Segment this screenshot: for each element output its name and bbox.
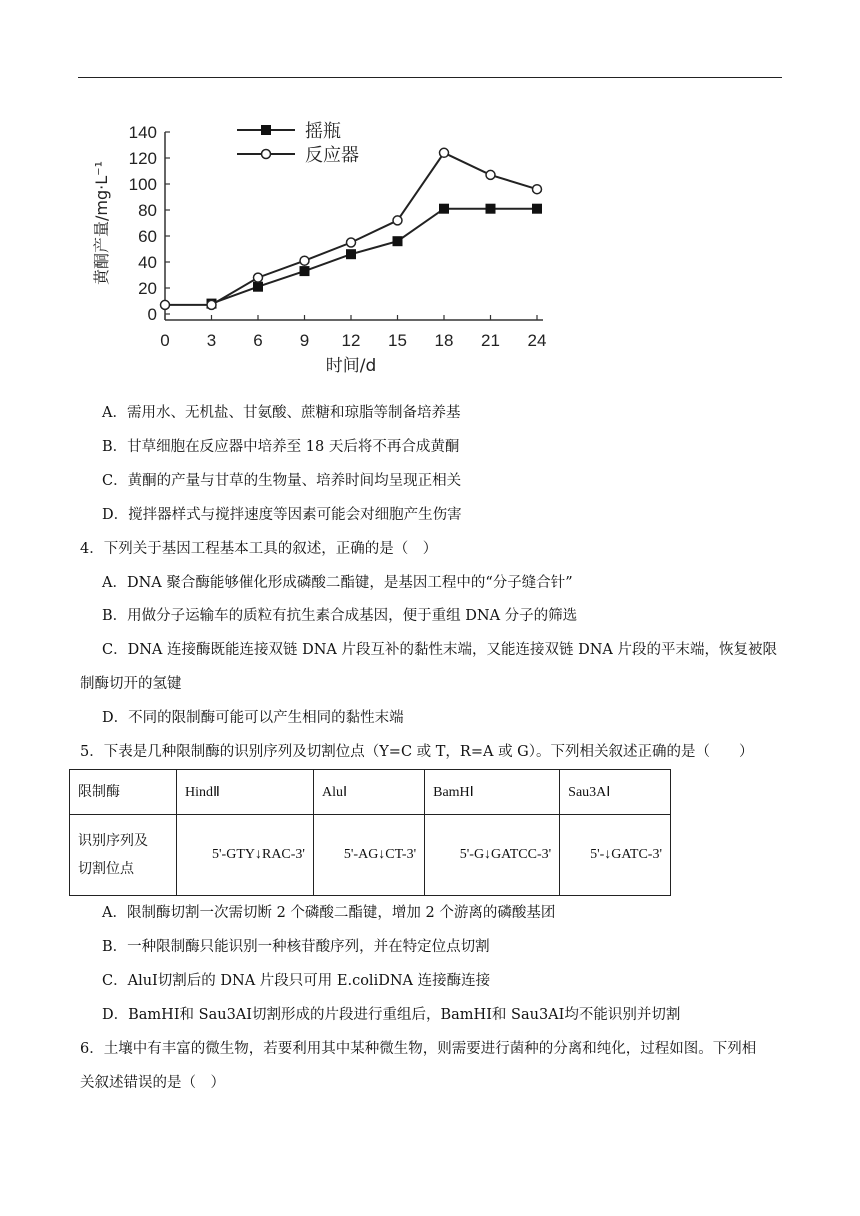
q3-option-c[interactable]: C．黄酮的产量与甘草的生物量、培养时间均呈现正相关	[102, 473, 462, 489]
q5-option-d[interactable]: D．BamHⅠ和 Sau3AⅠ切割形成的片段进行重组后，BamHⅠ和 Sau3AⅠ均不能识别并切割	[102, 1007, 681, 1023]
data-point-摇瓶	[346, 249, 356, 259]
q5-option-b[interactable]: B．一种限制酶只能识别一种核苷酸序列，并在特定位点切割	[102, 939, 490, 955]
x-axis-label: 时间/d	[325, 356, 377, 376]
y-tick-label: 140	[128, 123, 157, 142]
y-tick-label: 20	[138, 279, 157, 298]
x-tick-label: 6	[253, 331, 263, 350]
q4-option-a[interactable]: A．DNA 聚合酶能够催化形成磷酸二酯键，是基因工程中的“分子缝合针”	[102, 575, 573, 591]
q5-option-c[interactable]: C．AluⅠ切割后的 DNA 片段只可用 E.coliDNA 连接酶连接	[102, 973, 491, 989]
x-tick-label: 12	[341, 331, 361, 350]
y-tick-label: 0	[147, 305, 157, 324]
data-point-反应器	[486, 170, 495, 179]
table-header-cell: 限制酶	[70, 770, 177, 815]
data-point-摇瓶	[300, 266, 310, 276]
legend-label: 摇瓶	[305, 121, 341, 142]
y-axis-label: 黄酮产量/mg·L⁻¹	[92, 161, 111, 285]
y-tick-label: 120	[128, 149, 157, 168]
restriction-enzyme-table	[69, 769, 671, 896]
data-point-摇瓶	[393, 236, 403, 246]
data-point-摇瓶	[253, 282, 263, 292]
table-header-cell: HindⅡ	[177, 770, 314, 815]
x-tick-label: 9	[299, 331, 310, 350]
chart-svg	[85, 112, 565, 382]
data-point-反应器	[207, 300, 216, 309]
q4-option-c[interactable]: C．DNA 连接酶既能连接双链 DNA 片段互补的黏性末端，又能连接双链 DNA 片段的平末端，恢复被限	[102, 642, 777, 658]
table-cell: 5'-AG↓CT-3'	[313, 815, 424, 896]
q3-option-d[interactable]: D．搅拌器样式与搅拌速度等因素可能会对细胞产生伤害	[102, 507, 462, 523]
q6-stem-cont: 关叙述错误的是（ ）	[80, 1075, 225, 1091]
table-header-cell: AluⅠ	[313, 770, 424, 815]
data-point-反应器	[254, 273, 263, 282]
table-header-cell: Sau3AⅠ	[560, 770, 671, 815]
q4-option-d[interactable]: D．不同的限制酶可能可以产生相同的黏性末端	[102, 710, 404, 726]
x-tick-label: 21	[481, 331, 500, 350]
data-point-反应器	[161, 300, 170, 309]
x-tick-label: 18	[434, 331, 454, 350]
data-point-反应器	[347, 238, 356, 247]
q4-option-c-cont: 制酶切开的氢键	[80, 676, 182, 692]
x-tick-label: 3	[206, 331, 217, 350]
flavonoid-yield-chart	[85, 112, 565, 382]
data-point-反应器	[440, 148, 449, 157]
x-tick-label: 15	[388, 331, 407, 350]
q3-option-b[interactable]: B．甘草细胞在反应器中培养至 18 天后将不再合成黄酮	[102, 439, 460, 455]
q6-stem: 6．土壤中有丰富的微生物，若要利用其中某种微生物，则需要进行菌种的分离和纯化，过程如图。下列相	[80, 1041, 757, 1057]
y-tick-label: 100	[128, 175, 157, 194]
data-point-摇瓶	[532, 204, 542, 214]
legend-marker	[261, 125, 271, 135]
table-row	[70, 815, 671, 896]
q4-option-b[interactable]: B．用做分子运输车的质粒有抗生素合成基因，便于重组 DNA 分子的筛选	[102, 608, 578, 624]
table-header-row	[70, 770, 671, 815]
q5-option-a[interactable]: A．限制酶切割一次需切断 2 个磷酸二酯键，增加 2 个游离的磷酸基团	[102, 905, 556, 921]
data-point-摇瓶	[439, 204, 449, 214]
data-point-反应器	[533, 185, 542, 194]
y-tick-label: 80	[138, 201, 157, 220]
table-cell: 5'-GTY↓RAC-3'	[177, 815, 314, 896]
data-point-摇瓶	[486, 204, 496, 214]
x-tick-label: 0	[160, 331, 170, 350]
q4-stem: 4．下列关于基因工程基本工具的叙述，正确的是（ ）	[80, 541, 438, 557]
table-row-label-line: 切割位点	[78, 861, 134, 877]
legend-marker	[262, 150, 271, 159]
y-tick-label: 40	[138, 253, 157, 272]
legend-label: 反应器	[305, 145, 359, 166]
q3-option-a[interactable]: A．需用水、无机盐、甘氨酸、蔗糖和琼脂等制备培养基	[102, 405, 461, 421]
x-tick-label: 24	[527, 331, 547, 350]
y-tick-label: 60	[138, 227, 157, 246]
table-header-cell: BamHⅠ	[425, 770, 560, 815]
table-cell: 5'-↓GATC-3'	[560, 815, 671, 896]
series-line-反应器	[165, 153, 537, 305]
table-cell: 5'-G↓GATCC-3'	[425, 815, 560, 896]
q5-stem: 5．下表是几种限制酶的识别序列及切割位点（Y=C 或 T，R=A 或 G）。下列相关叙述正确的是（ ）	[80, 744, 754, 760]
data-point-反应器	[393, 216, 402, 225]
table-row-label	[70, 815, 177, 896]
data-point-反应器	[300, 256, 309, 265]
header-rule	[78, 77, 782, 78]
table-row-label-line: 识别序列及	[78, 833, 148, 849]
